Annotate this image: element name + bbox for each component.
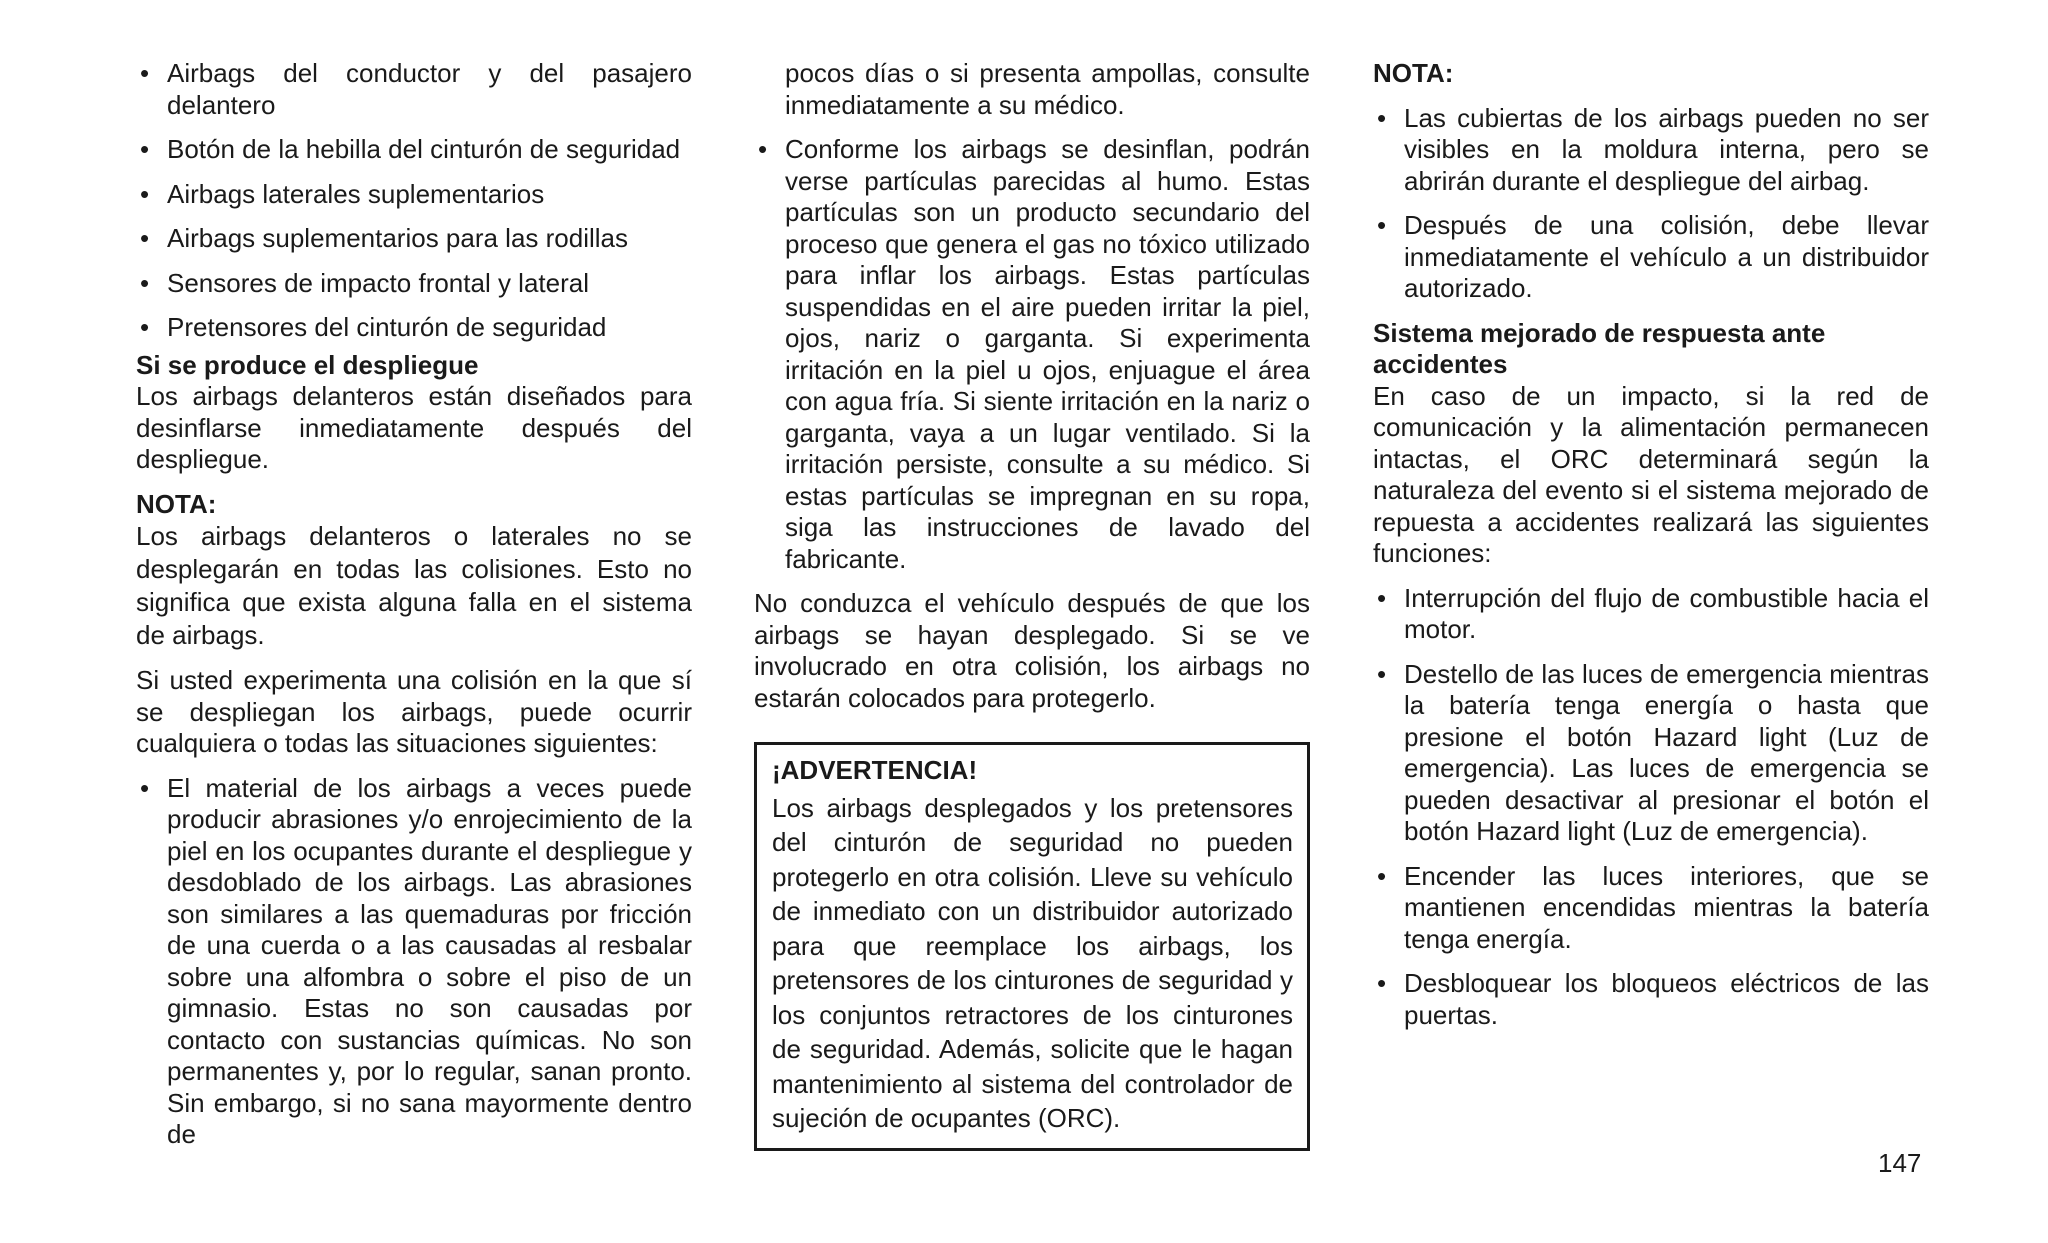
note-label: NOTA: [136, 488, 217, 519]
note-label: NOTA: [1373, 58, 1454, 88]
continuation-text: pocos días o si presenta ampollas, consulte inmediatamente a su médico. [785, 58, 1310, 120]
effects-list-continued [754, 134, 1310, 575]
warning-text: Los airbags desplegados y los pretensores del cinturón de seguridad no pueden protegerlo en otra colisión. Lleve su vehículo de inmediato con un distribuidor autorizado para que reemplace los airbags, los pretensores de los cinturones de seguridad y los conjuntos retractores de los cinturones de seguridad. Además, solicite que le hagan mantenimiento al sistema del controlador de sujeción de ocupantes (ORC). [772, 792, 1293, 1133]
list-item: • Conforme los airbags se desinflan, podrán verse partículas parecidas al humo. Estas partículas son un producto secundario del proceso que genera el gas no tóxico utilizado para inflar los airbags. Estas partículas suspendidas en el aire pueden irritar la piel, ojos, nariz o garganta. Si experimenta irritación en la piel u ojos, enjuague el área con agua fría. Si siente irritación en la nariz o garganta, vaya a un lugar ventilado. Si la irritación persiste, consulte a su médico. Si estas partículas se impregnan en su ropa, siga las instrucciones de lavado del fabricante. [758, 134, 1310, 574]
bullet-icon: • [1377, 210, 1387, 240]
bullet-icon: • [140, 772, 150, 803]
component-list [136, 58, 692, 344]
drive-paragraph: No conduzca el vehículo después de que los airbags se hayan desplegado. Si se ve involucrado en otra colisión, los airbags no estarán colocados para protegerlo. [754, 588, 1310, 713]
functions-list [1373, 583, 1929, 1032]
list-item: • Airbags laterales suplementarios [140, 178, 545, 209]
bullet-icon: • [1377, 582, 1387, 613]
bullet-icon: • [140, 58, 150, 88]
column-middle [754, 58, 1310, 1151]
list-item: • Encender las luces interiores, que se mantienen encendidas mientras la batería tenga energía. [1377, 860, 1929, 954]
system-heading: Sistema mejorado de respuesta ante accidentes [1373, 317, 1826, 379]
warning-box [754, 742, 1310, 1151]
effects-list [136, 773, 692, 1151]
list-item: • Airbags suplementarios para las rodillas [140, 223, 629, 253]
list-item: • Botón de la hebilla del cinturón de seguridad [140, 134, 681, 164]
bullet-icon: • [140, 223, 150, 253]
bullet-icon: • [140, 267, 150, 298]
list-item: • Airbags del conductor y del pasajero delantero [140, 58, 692, 120]
bullet-icon: • [1377, 102, 1387, 133]
deploy-paragraph: Los airbags delanteros están diseñados para desinflarse inmediatamente después del despliegue. [136, 381, 692, 474]
page-number: 147 [1878, 1148, 1922, 1178]
list-item: • Destello de las luces de emergencia mientras la batería tenga energía o hasta que presione el botón Hazard light (Luz de emergencia). Las luces de emergencia se pueden desactivar al presionar el botón el botón Hazard light (Luz de emergencia). [1377, 658, 1929, 846]
bullet-icon: • [140, 178, 150, 209]
bullet-icon: • [140, 134, 150, 164]
column-right [1373, 58, 1929, 1044]
list-item: • El material de los airbags a veces puede producir abrasiones y/o enrojecimiento de la piel en los ocupantes durante el despliegue y desdoblado de los airbags. Las abrasiones son similares a las quemaduras por fricción de una cuerda o a las causadas al resbalar sobre una alfombra o sobre el piso de un gimnasio. Estas no son causadas por contacto con sustancias químicas. No son permanentes y, por lo regular, sanan pronto. Sin embargo, si no sana mayormente dentro de [140, 772, 692, 1149]
bullet-icon: • [1377, 968, 1387, 998]
system-paragraph: En caso de un impacto, si la red de comunicación y la alimentación permanecen intactas, el ORC determinará según la naturaleza del evento si el sistema mejorado de repuesta a accidentes realizará las siguientes funciones: [1373, 380, 1929, 568]
list-item: • Interrupción del flujo de combustible hacia el motor. [1377, 582, 1929, 644]
deploy-heading: Si se produce el despliegue [136, 349, 479, 380]
list-item: • Pretensores del cinturón de seguridad [140, 312, 607, 342]
note-list [1373, 103, 1929, 305]
list-item: • Después de una colisión, debe llevar inmediatamente el vehículo a un distribuidor autorizado. [1377, 210, 1929, 303]
column-left [136, 58, 692, 1164]
note-paragraph: Los airbags delanteros o laterales no se desplegarán en todas las colisiones. Esto no significa que exista alguna falla en el sistema de airbags. [136, 521, 692, 650]
bullet-icon: • [758, 134, 768, 164]
warning-title: ¡ADVERTENCIA! [772, 755, 978, 785]
list-item: • Las cubiertas de los airbags pueden no ser visibles en la moldura interna, pero se abrirán durante el despliegue del airbag. [1377, 102, 1929, 196]
list-item: • Desbloquear los bloqueos eléctricos de las puertas. [1377, 968, 1929, 1030]
bullet-icon: • [1377, 658, 1387, 689]
bullet-icon: • [1377, 860, 1387, 891]
list-item: • Sensores de impacto frontal y lateral [140, 267, 589, 298]
collision-paragraph: Si usted experimenta una colisión en la que sí se despliegan los airbags, puede ocurrir cualquiera o todas las situaciones siguientes: [136, 665, 692, 758]
bullet-icon: • [140, 312, 150, 342]
